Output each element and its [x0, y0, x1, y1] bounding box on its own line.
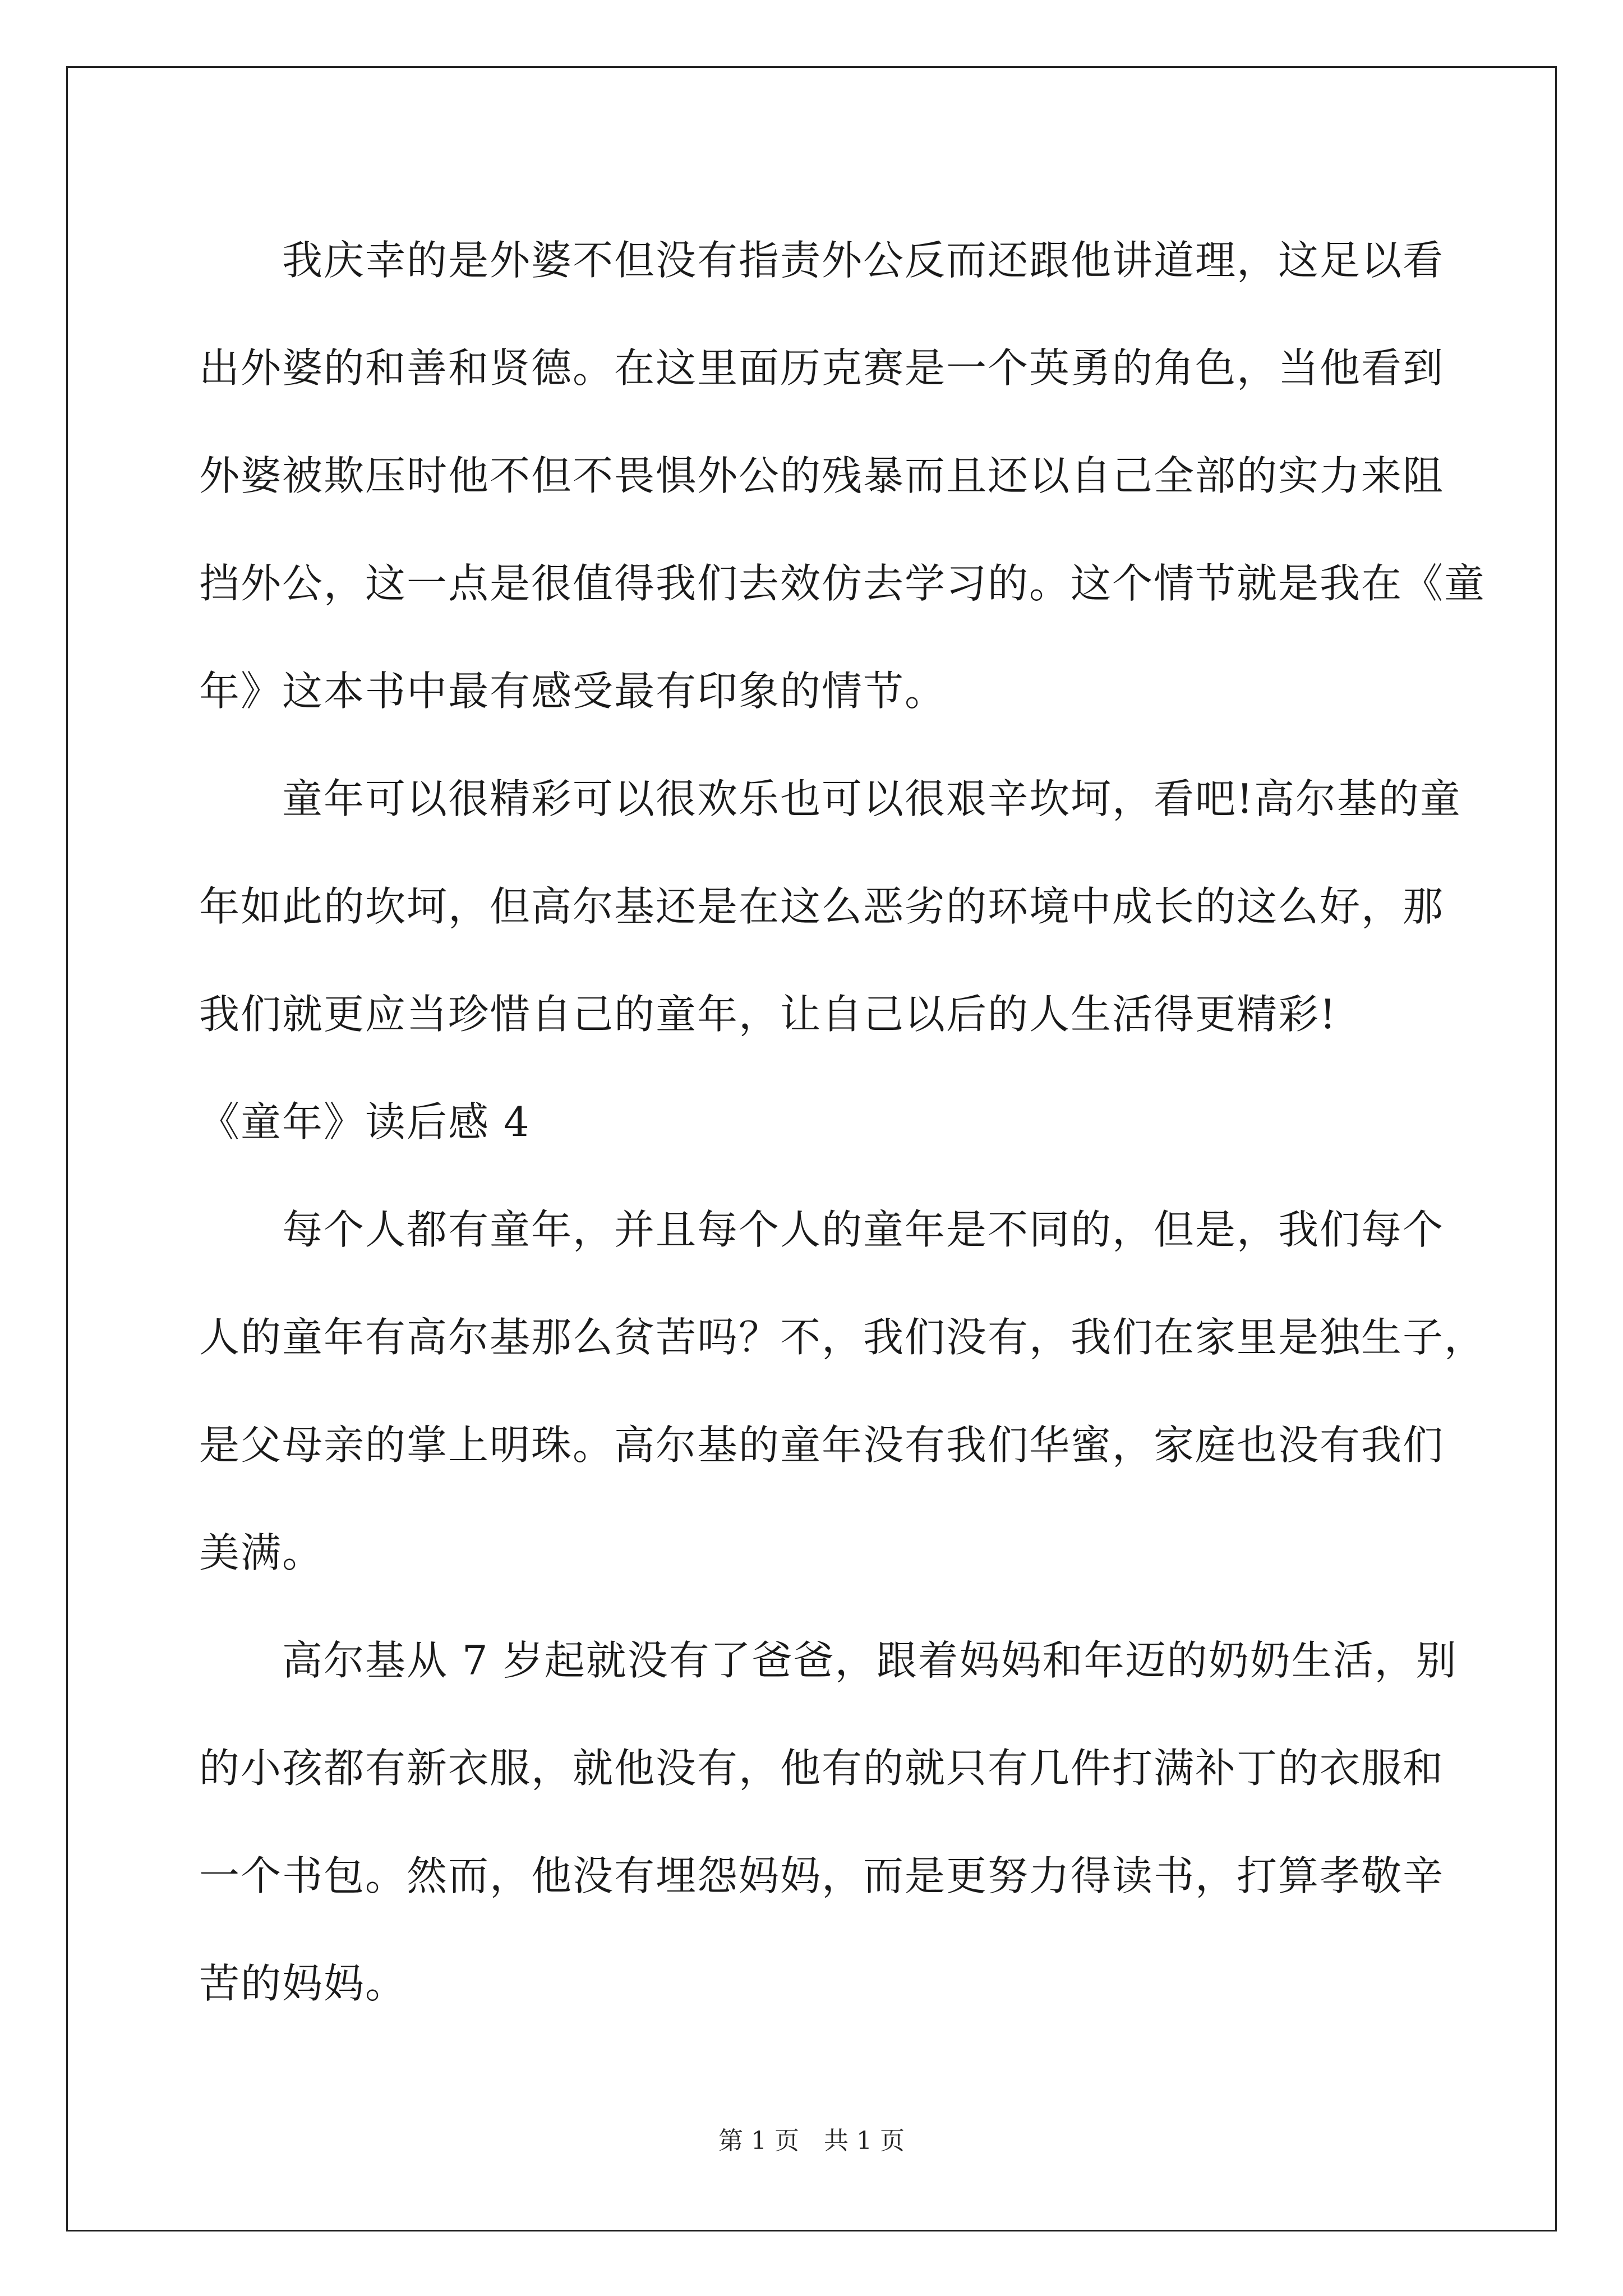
paragraph-line: 年》这本书中最有感受最有印象的情节。 — [199, 668, 947, 715]
paragraph-line: 童年可以很精彩可以很欢乐也可以很艰辛坎坷，看吧!高尔基的童 — [282, 775, 1461, 822]
paragraph-line: 一个书包。然而，他没有埋怨妈妈，而是更努力得读书，打算孝敬辛 — [199, 1852, 1445, 1899]
paragraph-line: 人的童年有高尔基那么贫苦吗？不，我们没有，我们在家里是独生子， — [199, 1314, 1486, 1361]
paragraph-line: 挡外公，这一点是很值得我们去效仿去学习的。这个情节就是我在《童 — [199, 560, 1486, 607]
paragraph-1 — [199, 206, 1486, 745]
page-footer: 第 1 页 共 1 页 — [718, 2127, 905, 2155]
paragraph-line: 的小孩都有新衣服，就他没有，他有的就只有几件打满补丁的衣服和 — [199, 1745, 1445, 1792]
paragraph-line: 出外婆的和善和贤德。在这里面历克赛是一个英勇的角色，当他看到 — [199, 344, 1445, 392]
paragraph-line: 苦的妈妈。 — [199, 1960, 407, 2007]
paragraph-line: 我们就更应当珍惜自己的童年，让自己以后的人生活得更精彩! — [199, 991, 1337, 1038]
paragraph-line: 我庆幸的是外婆不但没有指责外公反而还跟他讲道理，这足以看 — [282, 237, 1445, 284]
paragraph-line: 外婆被欺压时他不但不畏惧外公的残暴而且还以自己全部的实力来阻 — [199, 452, 1445, 499]
paragraph-line: 是父母亲的掌上明珠。高尔基的童年没有我们华蜜，家庭也没有我们 — [199, 1421, 1445, 1469]
document-body — [199, 206, 1486, 2037]
paragraph-2 — [199, 745, 1467, 1068]
paragraph-line: 年如此的坎坷，但高尔基还是在这么恶劣的环境中成长的这么好，那 — [199, 883, 1445, 930]
paragraph-4 — [199, 1607, 1467, 2037]
paragraph-line: 美满。 — [199, 1529, 324, 1576]
paragraph-3 — [199, 1176, 1486, 1607]
paragraph-line: 每个人都有童年，并且每个人的童年是不同的，但是，我们每个 — [282, 1206, 1445, 1253]
section-title: 《童年》读后感 4 — [199, 1098, 531, 1145]
paragraph-line: 高尔基从 7 岁起就没有了爸爸，跟着妈妈和年迈的奶奶生活，别 — [282, 1637, 1458, 1684]
